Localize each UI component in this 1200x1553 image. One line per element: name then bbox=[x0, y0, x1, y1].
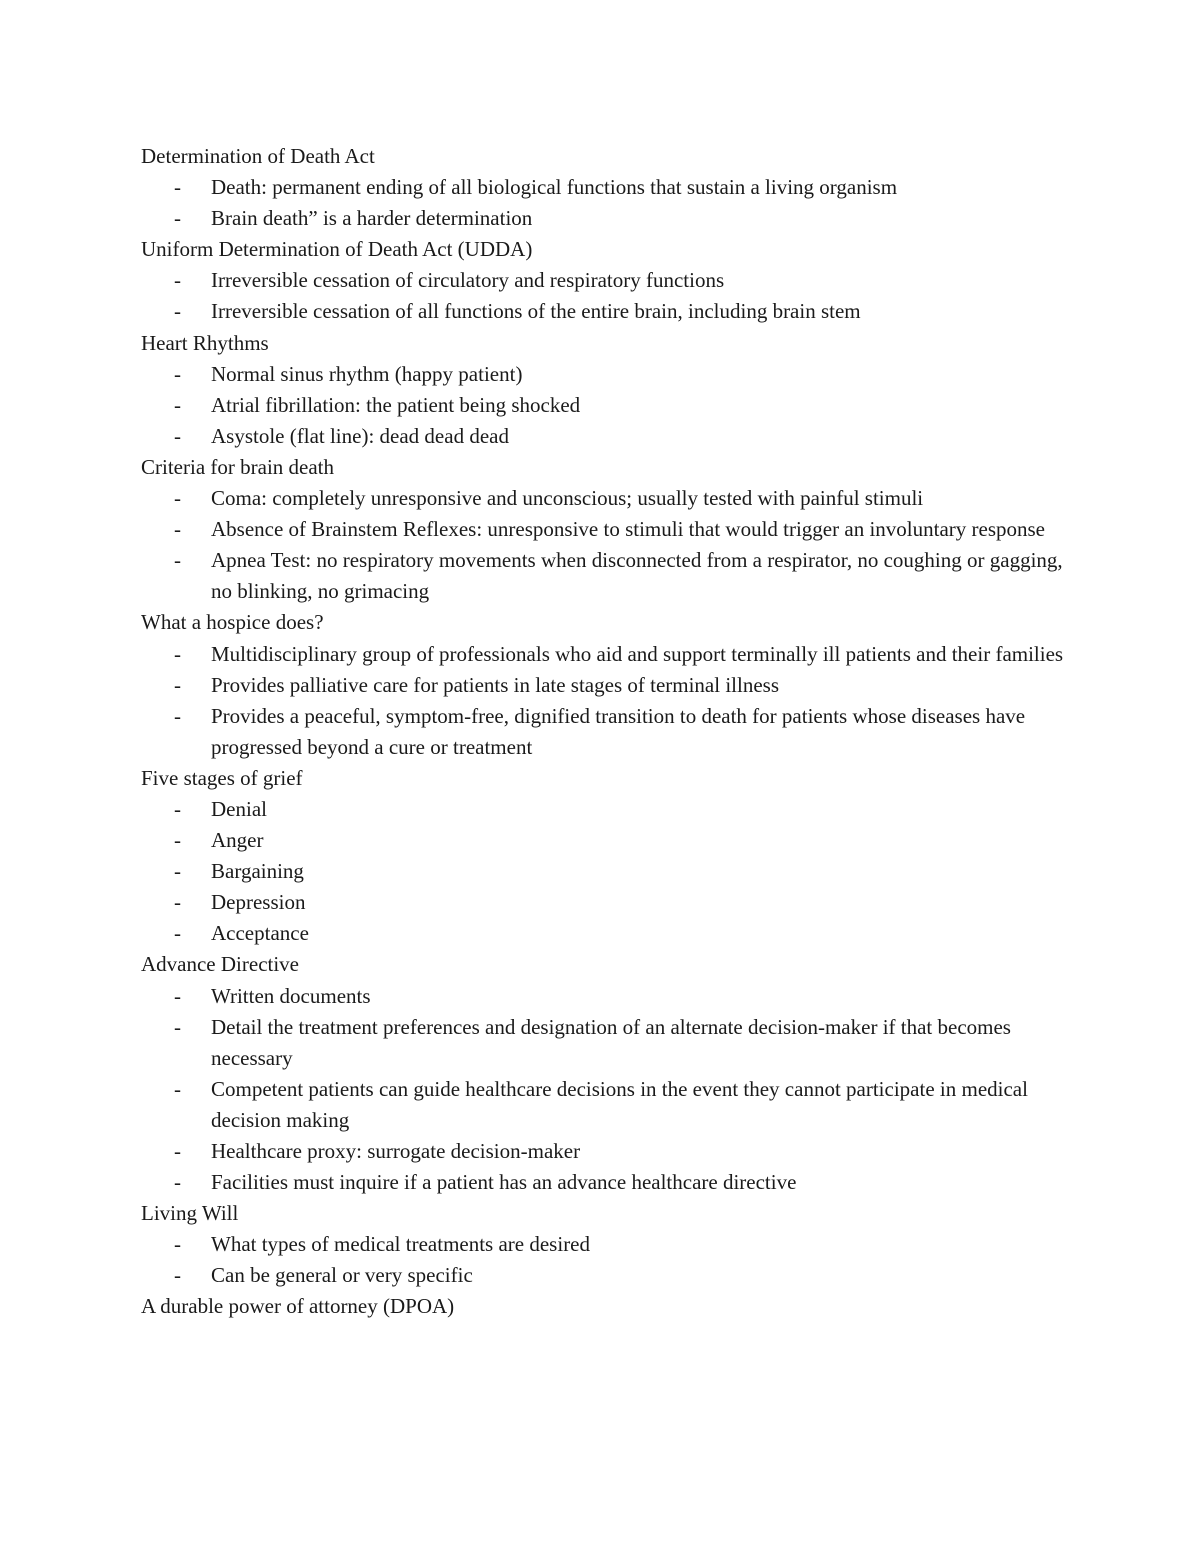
bullet-list bbox=[141, 483, 1081, 607]
bullet-item-text: Irreversible cessation of circulatory and respiratory functions bbox=[211, 268, 725, 293]
bullet-item bbox=[141, 1012, 1071, 1074]
bullet-item-text: Competent patients can guide healthcare decisions in the event they cannot participate in medical decision making bbox=[211, 1076, 1028, 1132]
dash-bullet: - bbox=[174, 486, 181, 511]
bullet-item-text: Absence of Brainstem Reflexes: unresponsive to stimuli that would trigger an involuntary response bbox=[211, 517, 1045, 542]
dash-bullet: - bbox=[174, 268, 181, 293]
dash-bullet: - bbox=[174, 672, 181, 697]
bullet-item-text: Brain death” is a harder determination bbox=[211, 206, 533, 231]
bullet-item bbox=[141, 1167, 1071, 1198]
dash-bullet: - bbox=[174, 392, 181, 417]
section-heading: Uniform Determination of Death Act (UDDA) bbox=[141, 237, 533, 262]
bullet-item-text: Multidisciplinary group of professionals who aid and support terminally ill patients and their families bbox=[211, 641, 1064, 666]
bullet-item-text: Coma: completely unresponsive and unconscious; usually tested with painful stimuli bbox=[211, 486, 924, 511]
document-body bbox=[141, 141, 1081, 1323]
dash-bullet: - bbox=[174, 361, 181, 386]
note-section-4 bbox=[141, 452, 1081, 607]
bullet-item bbox=[141, 981, 1071, 1012]
dash-bullet: - bbox=[174, 921, 181, 946]
dash-bullet: - bbox=[174, 1232, 181, 1257]
dash-bullet: - bbox=[174, 1014, 181, 1039]
bullet-list bbox=[141, 1229, 1081, 1291]
note-section-1 bbox=[141, 141, 1081, 234]
bullet-item bbox=[141, 390, 1071, 421]
section-heading: Criteria for brain death bbox=[141, 454, 334, 479]
bullet-item-text: Atrial fibrillation: the patient being shocked bbox=[211, 392, 581, 417]
dash-bullet: - bbox=[174, 423, 181, 448]
dash-bullet: - bbox=[174, 1139, 181, 1163]
bullet-list bbox=[141, 359, 1081, 452]
section-heading: Advance Directive bbox=[141, 952, 300, 977]
bullet-item bbox=[141, 1074, 1071, 1136]
bullet-item-text: Healthcare proxy: surrogate decision-maker bbox=[211, 1139, 581, 1163]
dash-bullet: - bbox=[174, 299, 181, 324]
dash-bullet: - bbox=[174, 206, 181, 231]
bullet-list bbox=[141, 265, 1081, 327]
dash-bullet: - bbox=[174, 890, 181, 915]
bullet-item-text: Provides palliative care for patients in late stages of terminal illness bbox=[211, 672, 779, 697]
dash-bullet: - bbox=[174, 796, 181, 821]
bullet-item bbox=[141, 265, 1071, 296]
note-section-9 bbox=[141, 1291, 1081, 1322]
dash-bullet: - bbox=[174, 983, 181, 1008]
note-section-5 bbox=[141, 607, 1081, 762]
section-heading: Determination of Death Act bbox=[141, 144, 375, 168]
dash-bullet: - bbox=[174, 1263, 181, 1288]
bullet-item bbox=[141, 545, 1071, 607]
bullet-item bbox=[141, 359, 1071, 390]
section-heading: Heart Rhythms bbox=[141, 330, 269, 355]
bullet-item bbox=[141, 918, 1071, 949]
note-section-6 bbox=[141, 763, 1081, 950]
bullet-item-text: Depression bbox=[211, 890, 306, 915]
dash-bullet: - bbox=[174, 548, 181, 573]
bullet-item-text: Death: permanent ending of all biological functions that sustain a living organism bbox=[211, 175, 898, 200]
dash-bullet: - bbox=[174, 517, 181, 542]
bullet-item bbox=[141, 639, 1071, 670]
bullet-item-text: Irreversible cessation of all functions of the entire brain, including brain stem bbox=[211, 299, 861, 324]
dash-bullet: - bbox=[174, 828, 181, 853]
bullet-list bbox=[141, 639, 1081, 763]
note-section-2 bbox=[141, 234, 1081, 327]
dash-bullet: - bbox=[174, 859, 181, 884]
note-section-3 bbox=[141, 328, 1081, 452]
dash-bullet: - bbox=[174, 703, 181, 728]
bullet-item-text: Provides a peaceful, symptom-free, dignified transition to death for patients whose diseases have progressed beyond a cure or treatment bbox=[211, 703, 1026, 759]
bullet-item bbox=[141, 1136, 1071, 1167]
dash-bullet: - bbox=[174, 1170, 181, 1195]
bullet-item-text: Written documents bbox=[211, 983, 371, 1008]
section-heading: What a hospice does? bbox=[141, 610, 324, 635]
dash-bullet: - bbox=[174, 1076, 181, 1101]
bullet-item-text: Anger bbox=[211, 828, 264, 853]
bullet-item bbox=[141, 670, 1071, 701]
dash-bullet: - bbox=[174, 175, 181, 200]
bullet-item bbox=[141, 514, 1071, 545]
bullet-item-text: Normal sinus rhythm (happy patient) bbox=[211, 361, 523, 386]
bullet-item bbox=[141, 825, 1071, 856]
section-heading: A durable power of attorney (DPOA) bbox=[141, 1294, 455, 1319]
bullet-list bbox=[141, 172, 1081, 234]
bullet-item-text: What types of medical treatments are desired bbox=[211, 1232, 591, 1257]
bullet-item bbox=[141, 701, 1071, 763]
section-heading: Living Will bbox=[141, 1201, 239, 1226]
bullet-list bbox=[141, 794, 1081, 949]
section-heading: Five stages of grief bbox=[141, 765, 303, 790]
bullet-item bbox=[141, 887, 1071, 918]
bullet-item-text: Facilities must inquire if a patient has an advance healthcare directive bbox=[211, 1170, 797, 1195]
bullet-list bbox=[141, 981, 1081, 1199]
bullet-item-text: Asystole (flat line): dead dead dead bbox=[211, 423, 509, 448]
bullet-item bbox=[141, 421, 1071, 452]
bullet-item-text: Can be general or very specific bbox=[211, 1263, 473, 1288]
bullet-item-text: Apnea Test: no respiratory movements when disconnected from a respirator, no coughing or gagging, no blinking, no grimacing bbox=[211, 548, 1063, 604]
bullet-item-text: Detail the treatment preferences and designation of an alternate decision-maker if that becomes necessary bbox=[211, 1014, 1011, 1070]
note-section-8 bbox=[141, 1198, 1081, 1291]
bullet-item bbox=[141, 296, 1071, 327]
bullet-item bbox=[141, 483, 1071, 514]
bullet-item bbox=[141, 172, 1071, 203]
bullet-item-text: Bargaining bbox=[211, 859, 304, 884]
bullet-item bbox=[141, 1260, 1071, 1291]
bullet-item bbox=[141, 203, 1071, 234]
bullet-item bbox=[141, 1229, 1071, 1260]
bullet-item bbox=[141, 856, 1071, 887]
bullet-item-text: Denial bbox=[211, 796, 267, 821]
bullet-item-text: Acceptance bbox=[211, 921, 309, 946]
note-section-7 bbox=[141, 949, 1081, 1198]
dash-bullet: - bbox=[174, 641, 181, 666]
bullet-item bbox=[141, 794, 1071, 825]
